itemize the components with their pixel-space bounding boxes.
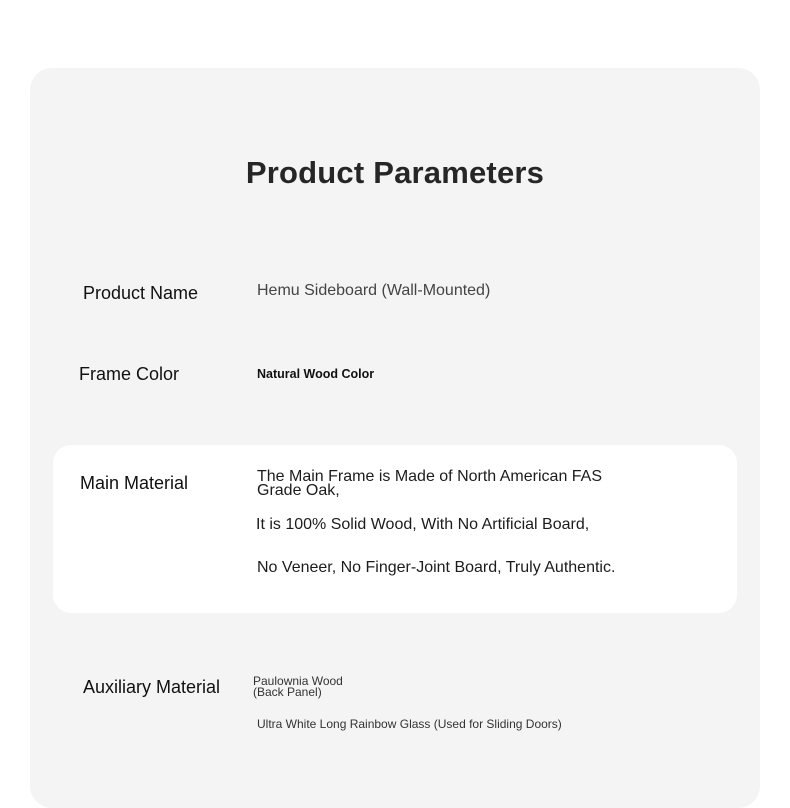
main-material-label: Main Material [80,473,189,493]
main-material-value-line2: It is 100% Solid Wood, With No Artificial Board, [256,516,590,533]
product-name-value: Hemu Sideboard (Wall-Mounted) [257,282,491,299]
frame-color-label: Frame Color [79,364,180,384]
frame-color-value: Natural Wood Color [257,367,375,381]
main-material-value-line1 [257,470,602,498]
auxiliary-material-value1b: (Back Panel) [253,685,322,699]
auxiliary-material-value1a: Paulownia Wood [253,674,343,688]
main-material-value-line1a: The Main Frame is Made of North American FAS [257,468,603,485]
product-name-label: Product Name [83,283,199,303]
auxiliary-material-value1 [253,676,343,698]
main-material-value-line3: No Veneer, No Finger-Joint Board, Truly Authentic. [257,559,616,576]
auxiliary-material-value2: Ultra White Long Rainbow Glass (Used for Sliding Doors) [257,717,562,731]
main-material-value-line1b: Grade Oak, [257,482,340,499]
page-title: Product Parameters [245,155,545,190]
auxiliary-material-label: Auxiliary Material [83,677,221,697]
